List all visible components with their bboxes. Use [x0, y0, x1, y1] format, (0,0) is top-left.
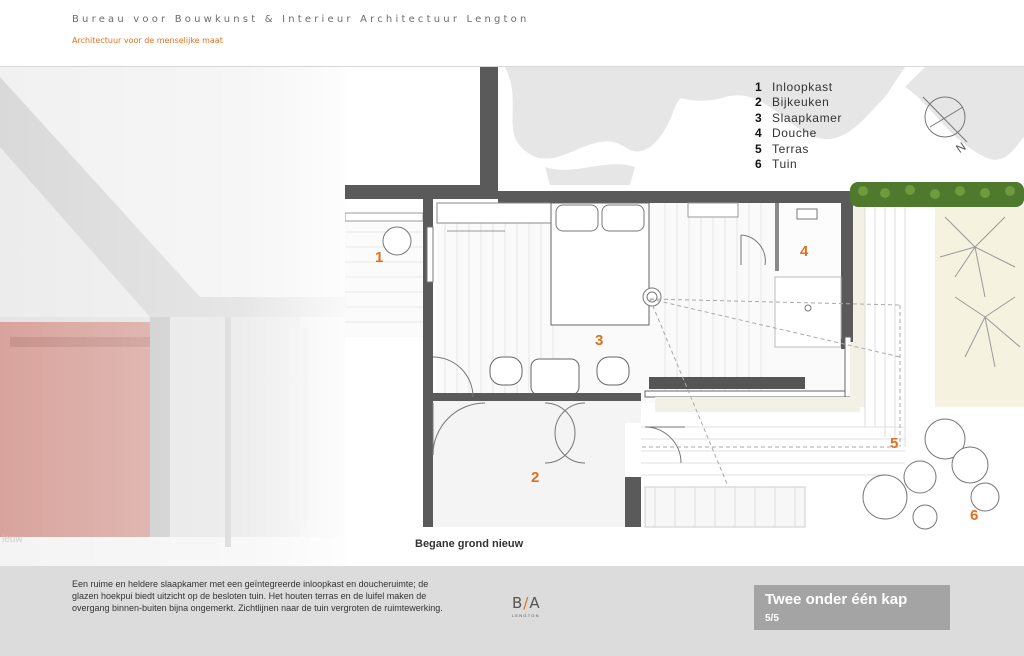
room-number-douche: 4 [800, 243, 809, 260]
logo-letter-a: A [529, 594, 541, 612]
photo-overlay-text: ieuw [2, 534, 23, 545]
legend-item [755, 157, 842, 173]
logo-accent: / [523, 594, 530, 612]
legend-number: 2 [755, 95, 762, 110]
legend-item [755, 79, 842, 95]
presentation-stage [0, 66, 1024, 567]
project-description: Een ruime en heldere slaapkamer met een geïntegreerde inloopkast en doucheruimte; de glazen hoekpui biedt uitzicht op de besloten tuin. Het houten terras en de luifel maken de overgang binnen-buiten bijna ongemerkt. Zichtlijnen naar de tuin vergroten de ruimtewerking. [72, 579, 443, 613]
exterior-photo [0, 67, 345, 567]
legend-item [755, 110, 842, 126]
legend-number: 1 [755, 79, 762, 94]
room-number-inloopkast: 1 [375, 249, 384, 266]
logo-letter-b: B [512, 594, 524, 612]
legend-number: 6 [755, 157, 762, 172]
compass-north-label: N [953, 139, 969, 156]
floor-plan-drawing [345, 67, 1024, 567]
legend-label: Bijkeuken [772, 95, 830, 110]
page-number: 5/5 [765, 613, 779, 624]
plan-caption: Begane grond nieuw [415, 538, 524, 550]
legend-number: 4 [755, 126, 762, 141]
logo [512, 594, 562, 628]
room-legend [755, 79, 842, 172]
room-number-slaapkamer: 3 [595, 332, 604, 349]
legend-number: 5 [755, 141, 762, 156]
project-title: Twee onder één kap [765, 591, 908, 608]
legend-label: Inloopkast [772, 79, 833, 94]
header [0, 0, 1024, 66]
floor-plan [345, 67, 1024, 567]
legend-label: Terras [772, 141, 809, 156]
logo-subtext: LENGTON [512, 613, 540, 618]
firm-tagline: Architectuur voor de menselijke maat [72, 36, 223, 45]
room-number-tuin: 6 [970, 507, 979, 524]
firm-name: Bureau voor Bouwkunst & Interieur Architectuur Lengton [72, 14, 530, 25]
room-number-terras: 5 [890, 435, 899, 452]
footer [0, 566, 1024, 656]
legend-number: 3 [755, 110, 762, 125]
project-badge [754, 585, 950, 630]
legend-label: Tuin [772, 157, 798, 172]
legend-item [755, 95, 842, 111]
logo-mark [512, 594, 562, 612]
legend-item [755, 141, 842, 157]
room-number-bijkeuken: 2 [531, 469, 540, 486]
legend-label: Slaapkamer [772, 110, 843, 125]
exterior-photo-graphic [0, 67, 345, 567]
legend-item [755, 126, 842, 142]
legend-label: Douche [772, 126, 817, 141]
